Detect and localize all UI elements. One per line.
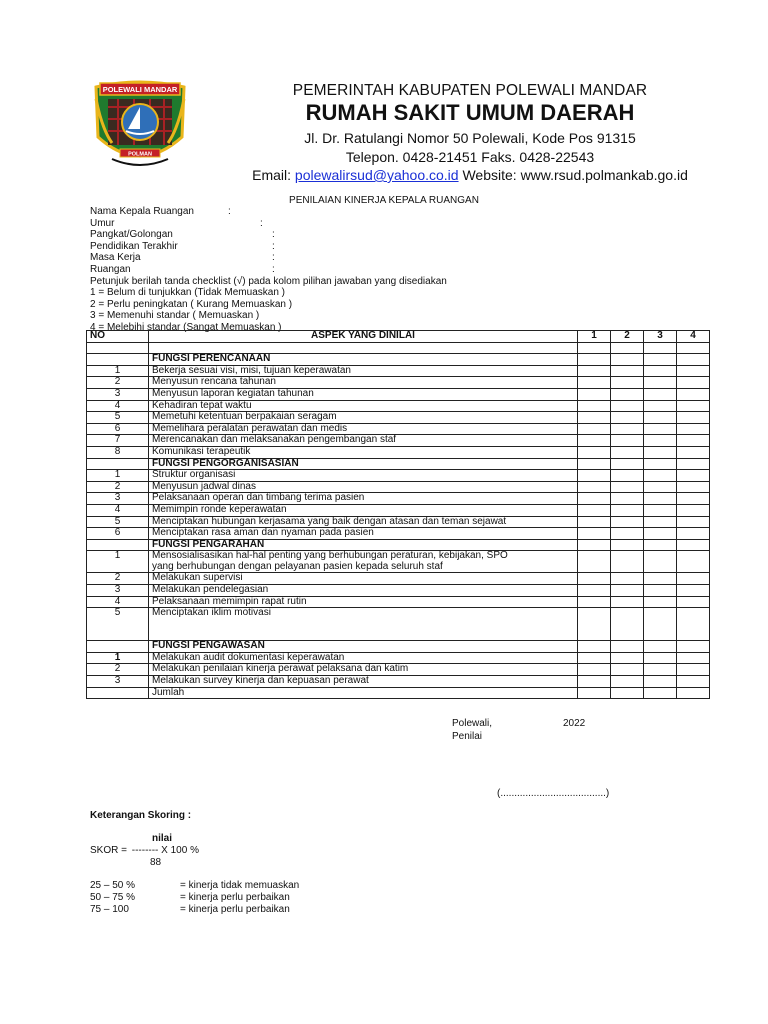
score-cell[interactable]	[677, 528, 710, 540]
score-cell[interactable]	[677, 676, 710, 688]
score-cell[interactable]	[578, 435, 611, 447]
score-cell[interactable]	[611, 551, 644, 573]
row-aspect: Pelaksanaan memimpin rapat rutin	[149, 596, 578, 608]
score-cell[interactable]	[578, 481, 611, 493]
scoring-numerator: nilai	[152, 833, 173, 844]
score-cell[interactable]	[644, 388, 677, 400]
field-colon: :	[272, 240, 275, 252]
row-no: 8	[87, 446, 149, 458]
logo-top-text: POLEWALI MANDAR	[102, 85, 178, 94]
score-cell[interactable]	[677, 596, 710, 608]
score-cell[interactable]	[644, 412, 677, 424]
score-cell[interactable]	[611, 504, 644, 516]
row-no: 6	[87, 423, 149, 435]
total-cell[interactable]	[677, 687, 710, 699]
header-score-2: 2	[611, 331, 644, 343]
signature-line: (......................................)	[497, 788, 610, 799]
score-range: 50 – 75 %	[90, 892, 136, 903]
row-no: 2	[87, 377, 149, 389]
score-cell[interactable]	[611, 528, 644, 540]
table-row	[87, 596, 710, 608]
row-no: 5	[87, 608, 149, 641]
score-cell[interactable]	[677, 481, 710, 493]
section-row	[87, 354, 710, 366]
score-cell[interactable]	[677, 446, 710, 458]
row-aspect: Memetuhi ketentuan berpakaian seragam	[149, 412, 578, 424]
score-cell[interactable]	[677, 493, 710, 505]
row-no: 3	[87, 388, 149, 400]
table-row	[87, 585, 710, 597]
instruction-line: 4 = Melebihi standar (Sangat Memuaskan )	[90, 321, 282, 333]
score-cell[interactable]	[677, 551, 710, 573]
field-row	[90, 241, 447, 253]
score-cell[interactable]	[644, 551, 677, 573]
total-cell[interactable]	[644, 687, 677, 699]
row-aspect: Menyusun laporan kegiatan tahunan	[149, 388, 578, 400]
table-header-row	[87, 331, 710, 343]
regency-logo	[92, 79, 188, 176]
shield-emblem-icon	[92, 79, 188, 171]
score-cell[interactable]	[644, 664, 677, 676]
score-cell[interactable]	[644, 481, 677, 493]
table-row	[87, 446, 710, 458]
section-title: FUNGSI PENGAWASAN	[149, 641, 578, 653]
row-no: 6	[87, 528, 149, 540]
score-cell[interactable]	[578, 493, 611, 505]
row-aspect: Melakukan survey kinerja dan kepuasan perawat	[149, 676, 578, 688]
scoring-title: Keterangan Skoring :	[90, 810, 192, 821]
field-row	[90, 218, 447, 230]
total-row	[87, 687, 710, 699]
field-label: Ruangan	[90, 263, 131, 275]
score-cell[interactable]	[677, 664, 710, 676]
table-row	[87, 435, 710, 447]
row-aspect: Komunikasi terapeutik	[149, 446, 578, 458]
table-row	[87, 573, 710, 585]
table-row	[87, 608, 710, 641]
row-no: 3	[87, 585, 149, 597]
score-cell[interactable]	[644, 652, 677, 664]
table-row	[87, 481, 710, 493]
score-cell[interactable]	[644, 493, 677, 505]
row-no: 3	[87, 493, 149, 505]
field-label: Pendidikan Terakhir	[90, 240, 178, 252]
score-cell[interactable]	[578, 652, 611, 664]
score-cell[interactable]	[611, 652, 644, 664]
email-label: Email:	[252, 167, 292, 183]
score-cell[interactable]	[644, 365, 677, 377]
score-cell[interactable]	[611, 400, 644, 412]
field-colon: :	[228, 206, 231, 217]
score-cell[interactable]	[578, 365, 611, 377]
score-cell[interactable]	[611, 446, 644, 458]
score-cell[interactable]	[578, 412, 611, 424]
score-range: 75 – 100	[90, 904, 129, 915]
score-cell[interactable]	[611, 493, 644, 505]
logo-bottom-text: POLMAN	[128, 151, 152, 158]
signature-place: Polewali,	[452, 718, 493, 729]
score-cell[interactable]	[611, 676, 644, 688]
score-cell[interactable]	[677, 608, 710, 641]
score-cell[interactable]	[644, 377, 677, 389]
score-cell[interactable]	[611, 423, 644, 435]
section-row	[87, 641, 710, 653]
score-cell[interactable]	[644, 435, 677, 447]
section-title: FUNGSI PENGARAHAN	[149, 539, 578, 551]
score-cell[interactable]	[644, 573, 677, 585]
score-cell[interactable]	[677, 652, 710, 664]
score-cell[interactable]	[644, 423, 677, 435]
signature-role: Penilai	[452, 731, 483, 742]
score-cell[interactable]	[644, 504, 677, 516]
score-cell[interactable]	[677, 365, 710, 377]
row-no: 5	[87, 516, 149, 528]
score-range: 25 – 50 %	[90, 880, 136, 891]
table-row	[87, 516, 710, 528]
score-cell[interactable]	[578, 446, 611, 458]
row-no: 3	[87, 676, 149, 688]
score-cell[interactable]	[578, 504, 611, 516]
signature-year: 2022	[563, 718, 586, 729]
score-cell[interactable]	[677, 435, 710, 447]
score-cell[interactable]	[644, 585, 677, 597]
row-aspect: Melakukan penilaian kinerja perawat pelaksana dan katim	[149, 664, 578, 676]
score-cell[interactable]	[644, 676, 677, 688]
score-cell[interactable]	[677, 585, 710, 597]
row-aspect: Kehadiran tepat waktu	[149, 400, 578, 412]
spacer-row	[87, 342, 710, 354]
score-cell[interactable]	[644, 516, 677, 528]
score-cell[interactable]	[578, 664, 611, 676]
header-contact	[190, 167, 750, 183]
website-text: www.rsud.polmankab.go.id	[520, 167, 688, 183]
field-colon: :	[260, 217, 263, 229]
row-aspect: Melakukan supervisi	[149, 573, 578, 585]
header-aspek: ASPEK YANG DINILAI	[149, 331, 578, 343]
score-desc: = kinerja perlu perbaikan	[180, 904, 290, 915]
score-cell[interactable]	[677, 377, 710, 389]
row-no: 1	[87, 652, 149, 664]
score-cell[interactable]	[611, 516, 644, 528]
field-colon: :	[272, 263, 275, 275]
table-row	[87, 412, 710, 424]
score-cell[interactable]	[644, 446, 677, 458]
assessment-table	[86, 330, 710, 699]
score-cell[interactable]	[677, 504, 710, 516]
row-aspect: Menciptakan iklim motivasi	[149, 608, 578, 641]
score-cell[interactable]	[611, 388, 644, 400]
score-cell[interactable]	[611, 435, 644, 447]
row-no: 4	[87, 504, 149, 516]
score-cell[interactable]	[578, 573, 611, 585]
score-cell[interactable]	[578, 400, 611, 412]
row-aspect-cont: yang berhubungan dengan pelayanan pasien kepada seluruh staf	[152, 560, 443, 572]
row-aspect: Menyusun jadwal dinas	[149, 481, 578, 493]
row-aspect: Merencanakan dan melaksanakan pengembangan staf	[149, 435, 578, 447]
row-aspect: Mensosialisasikan hal-hal penting yang berhubungan peraturan, kebijakan, SPO	[152, 550, 508, 562]
score-desc: = kinerja perlu perbaikan	[180, 892, 290, 903]
row-aspect: Menciptakan hubungan kerjasama yang baik dengan atasan dan teman sejawat	[149, 516, 578, 528]
row-aspect: Menciptakan rasa aman dan nyaman pada pasien	[149, 528, 578, 540]
field-label: Nama Kepala Ruangan	[90, 206, 194, 217]
score-cell[interactable]	[677, 400, 710, 412]
score-cell[interactable]	[611, 412, 644, 424]
row-no: 4	[87, 400, 149, 412]
score-cell[interactable]	[677, 516, 710, 528]
score-cell[interactable]	[578, 423, 611, 435]
score-cell[interactable]	[578, 516, 611, 528]
header-score-1: 1	[578, 331, 611, 343]
row-aspect: Melakukan pendelegasian	[149, 585, 578, 597]
score-cell[interactable]	[644, 596, 677, 608]
score-cell[interactable]	[644, 608, 677, 641]
skor-multiplier: X 100 %	[161, 845, 199, 856]
header-phone: Telepon. 0428-21451 Faks. 0428-22543	[345, 149, 595, 165]
website-label: Website:	[462, 167, 517, 183]
header-hospital-name: RUMAH SAKIT UMUM DAERAH	[305, 100, 635, 125]
header-score-4: 4	[677, 331, 710, 343]
row-no: 2	[87, 664, 149, 676]
row-aspect: Bekerja sesuai visi, misi, tujuan keperawatan	[149, 365, 578, 377]
table-row	[87, 528, 710, 540]
row-no: 1	[87, 365, 149, 377]
row-no: 5	[87, 412, 149, 424]
score-cell[interactable]	[611, 573, 644, 585]
table-row	[87, 423, 710, 435]
row-aspect: Struktur organisasi	[149, 470, 578, 482]
row-aspect-multiline	[149, 551, 578, 573]
table-row	[87, 652, 710, 664]
total-label: Jumlah	[149, 687, 578, 699]
instruction-line: Petunjuk berilah tanda checklist (√) pada kolom pilihan jawaban yang disediakan	[90, 275, 447, 287]
row-aspect: Melakukan audit dokumentasi keperawatan	[149, 652, 578, 664]
score-cell[interactable]	[578, 608, 611, 641]
instruction-line: 3 = Memenuhi standar ( Memuaskan )	[90, 310, 260, 322]
table-row	[87, 676, 710, 688]
row-aspect: Memimpin ronde keperawatan	[149, 504, 578, 516]
field-row	[90, 206, 447, 218]
row-aspect: Memelihara peralatan perawatan dan medis	[149, 423, 578, 435]
row-no: 4	[87, 596, 149, 608]
table-row	[87, 493, 710, 505]
total-cell[interactable]	[611, 687, 644, 699]
score-cell[interactable]	[578, 470, 611, 482]
field-row	[90, 229, 447, 241]
score-cell[interactable]	[611, 596, 644, 608]
email-link[interactable]: polewalirsud@yahoo.co.id	[294, 167, 459, 183]
row-no: 1	[87, 470, 149, 482]
score-cell[interactable]	[644, 400, 677, 412]
row-no: 1	[87, 551, 149, 573]
score-cell[interactable]	[677, 388, 710, 400]
header-score-3: 3	[644, 331, 677, 343]
row-aspect: Pelaksanaan operan dan timbang terima pasien	[149, 493, 578, 505]
score-cell[interactable]	[578, 377, 611, 389]
scoring-denominator: 88	[150, 857, 162, 868]
table-row	[87, 365, 710, 377]
section-row	[87, 458, 710, 470]
header-address: Jl. Dr. Ratulangi Nomor 50 Polewali, Kode Pos 91315	[304, 130, 636, 146]
header-government: PEMERINTAH KABUPATEN POLEWALI MANDAR	[292, 82, 648, 99]
score-cell[interactable]	[578, 585, 611, 597]
form-title: PENILAIAN KINERJA KEPALA RUANGAN	[289, 195, 479, 206]
score-cell[interactable]	[578, 388, 611, 400]
section-row	[87, 539, 710, 551]
field-colon: :	[272, 229, 275, 241]
fraction-dashes: --------	[131, 845, 159, 856]
score-cell[interactable]	[578, 551, 611, 573]
table-row	[87, 470, 710, 482]
skor-label: SKOR =	[90, 845, 127, 856]
row-no: 2	[87, 481, 149, 493]
score-desc: = kinerja tidak memuaskan	[180, 880, 300, 891]
table-row	[87, 400, 710, 412]
score-cell[interactable]	[677, 573, 710, 585]
score-cell[interactable]	[677, 412, 710, 424]
field-label: Pangkat/Golongan	[90, 229, 173, 241]
score-cell[interactable]	[611, 664, 644, 676]
field-label: Masa Kerja	[90, 252, 141, 264]
table-row	[87, 377, 710, 389]
score-cell[interactable]	[611, 470, 644, 482]
score-cell[interactable]	[611, 585, 644, 597]
score-cell[interactable]	[677, 470, 710, 482]
table-row	[87, 388, 710, 400]
table-row	[87, 664, 710, 676]
field-label: Umur	[90, 217, 115, 229]
score-cell[interactable]	[611, 608, 644, 641]
score-cell[interactable]	[611, 377, 644, 389]
header-no: NO	[87, 331, 149, 343]
field-row	[90, 252, 447, 264]
info-fields	[90, 206, 447, 334]
score-cell[interactable]	[578, 676, 611, 688]
table-row	[87, 504, 710, 516]
row-no: 7	[87, 435, 149, 447]
row-aspect: Menyusun rencana tahunan	[149, 377, 578, 389]
instruction-line: 2 = Perlu peningkatan ( Kurang Memuaskan )	[90, 298, 293, 310]
score-cell[interactable]	[578, 528, 611, 540]
field-colon: :	[272, 252, 275, 264]
field-row	[90, 264, 447, 276]
total-cell[interactable]	[578, 687, 611, 699]
score-cell[interactable]	[611, 481, 644, 493]
table-row	[87, 551, 710, 573]
row-no: 2	[87, 573, 149, 585]
scoring-formula	[90, 845, 199, 856]
score-cell[interactable]	[644, 528, 677, 540]
score-cell[interactable]	[677, 423, 710, 435]
instruction-line: 1 = Belum di tunjukkan (Tidak Memuaskan )	[90, 287, 285, 299]
section-title: FUNGSI PENGORGANISASIAN	[149, 458, 578, 470]
score-cell[interactable]	[611, 365, 644, 377]
score-cell[interactable]	[644, 470, 677, 482]
score-cell[interactable]	[578, 596, 611, 608]
section-title: FUNGSI PERENCANAAN	[149, 354, 578, 366]
